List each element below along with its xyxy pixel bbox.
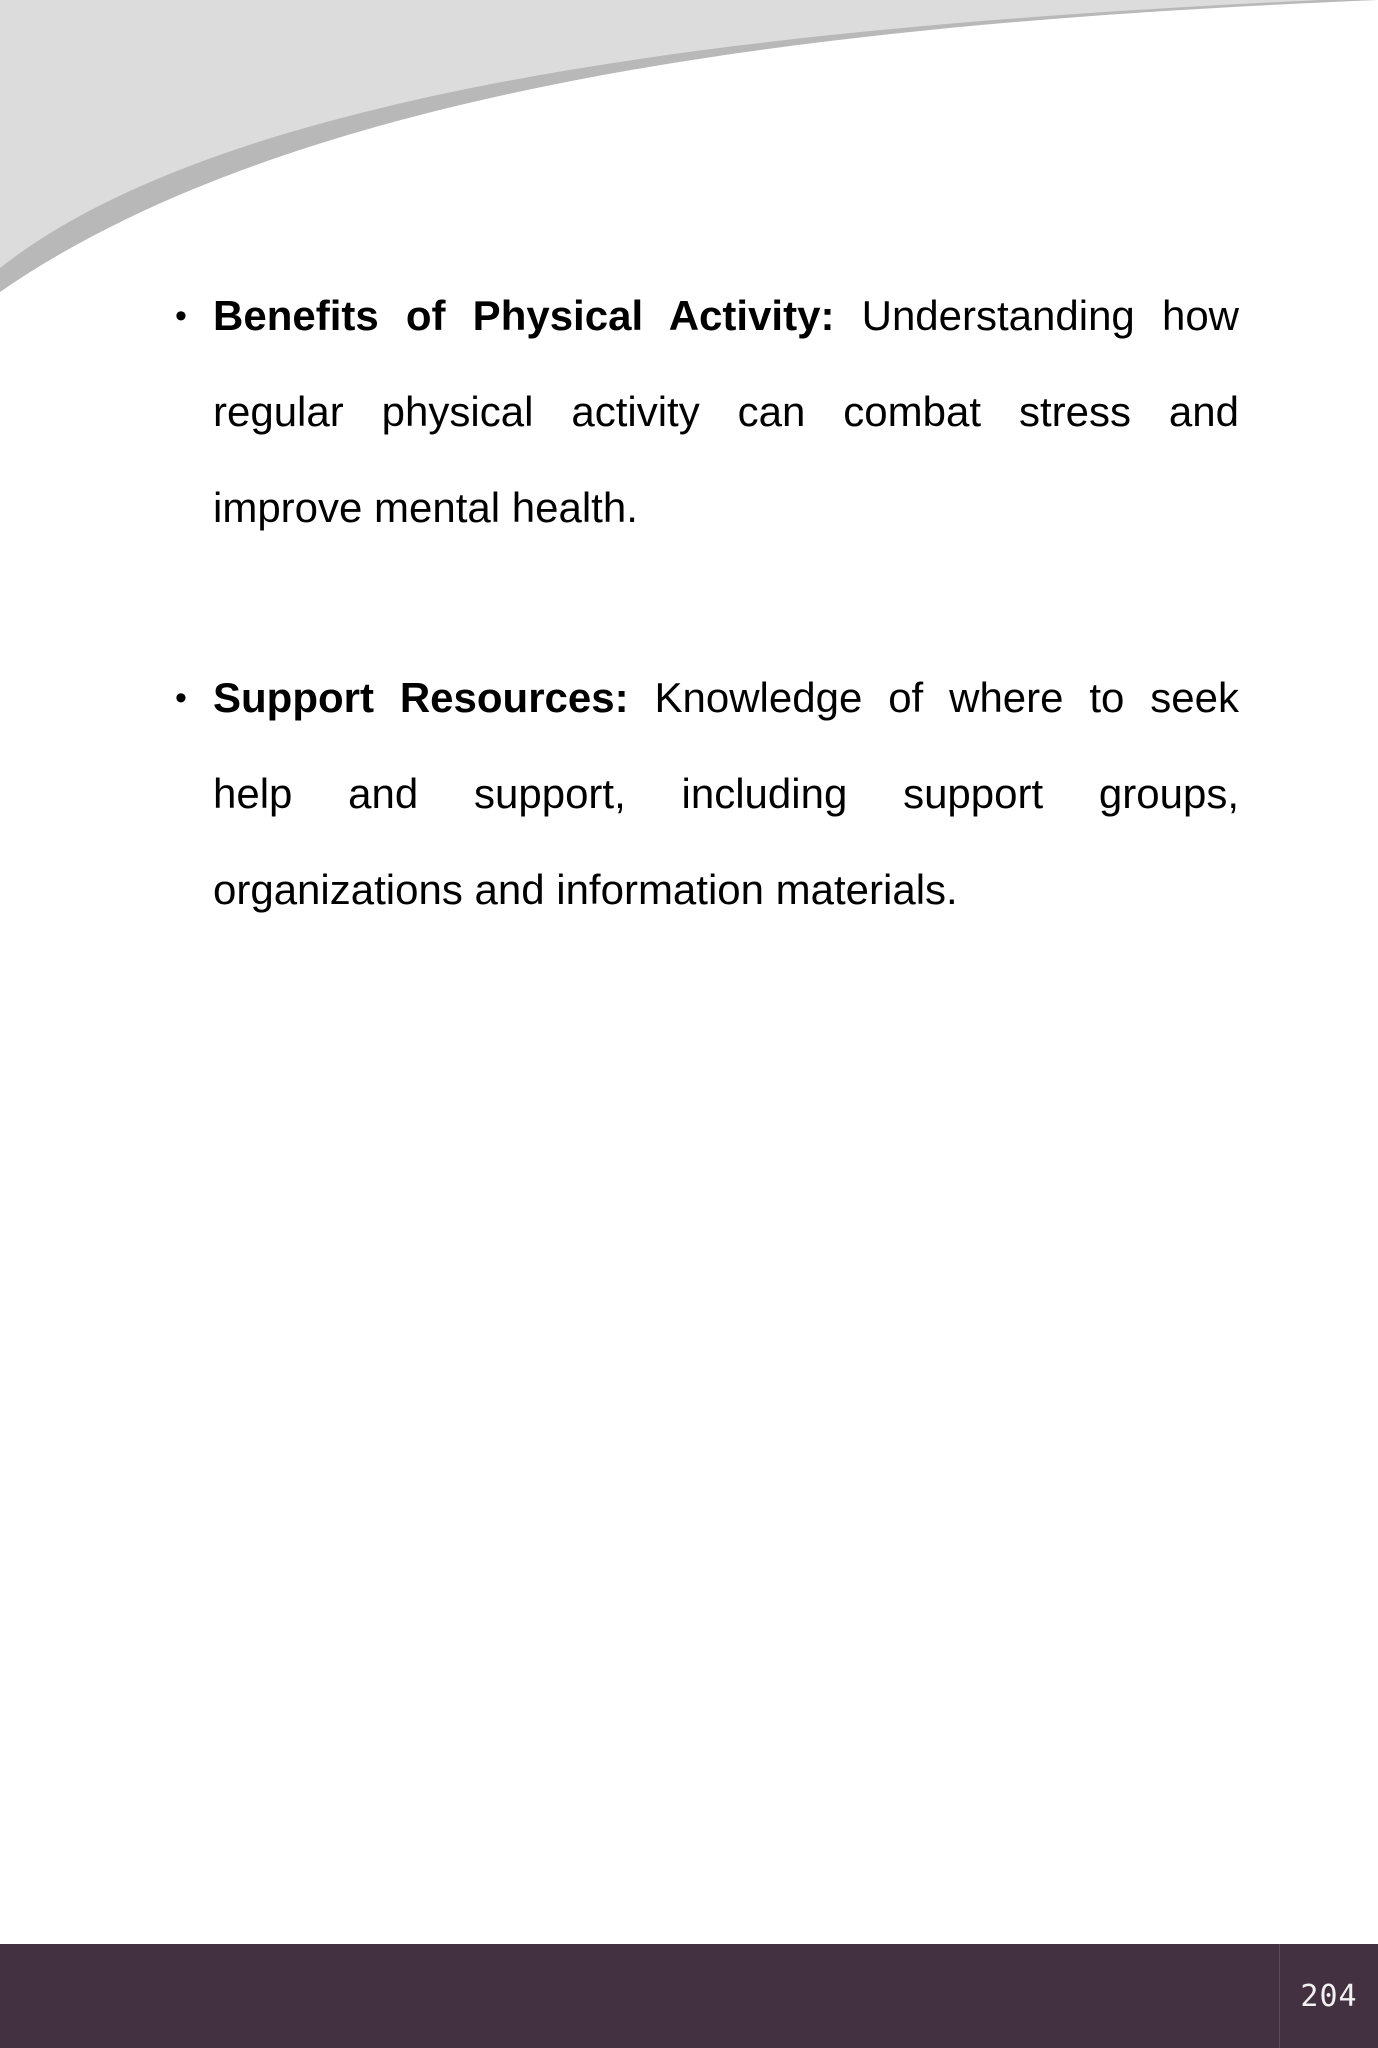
bullet-heading: Support Resources: <box>213 674 629 721</box>
header-swoosh-fill <box>0 0 1320 268</box>
page-content <box>175 268 1240 1032</box>
bullet-item-support-resources <box>175 650 1239 938</box>
bullet-text: Understanding how regular physical activity can combat stress and improve mental health. <box>213 292 1240 531</box>
bullet-text: Knowledge of where to seek help and support, including support groups, organizations and information materials. <box>213 674 1239 913</box>
page-number: 204 <box>1300 1978 1358 2014</box>
bullet-dot-icon: • <box>175 679 187 717</box>
page-number-box <box>1279 1944 1378 2048</box>
bullet-dot-icon: • <box>175 297 187 335</box>
bullet-heading: Benefits of Physical Activity: <box>213 292 835 339</box>
footer-bar <box>0 1944 1378 2048</box>
header-swoosh-decoration <box>0 0 1378 300</box>
bullet-item-physical-activity <box>175 268 1240 556</box>
